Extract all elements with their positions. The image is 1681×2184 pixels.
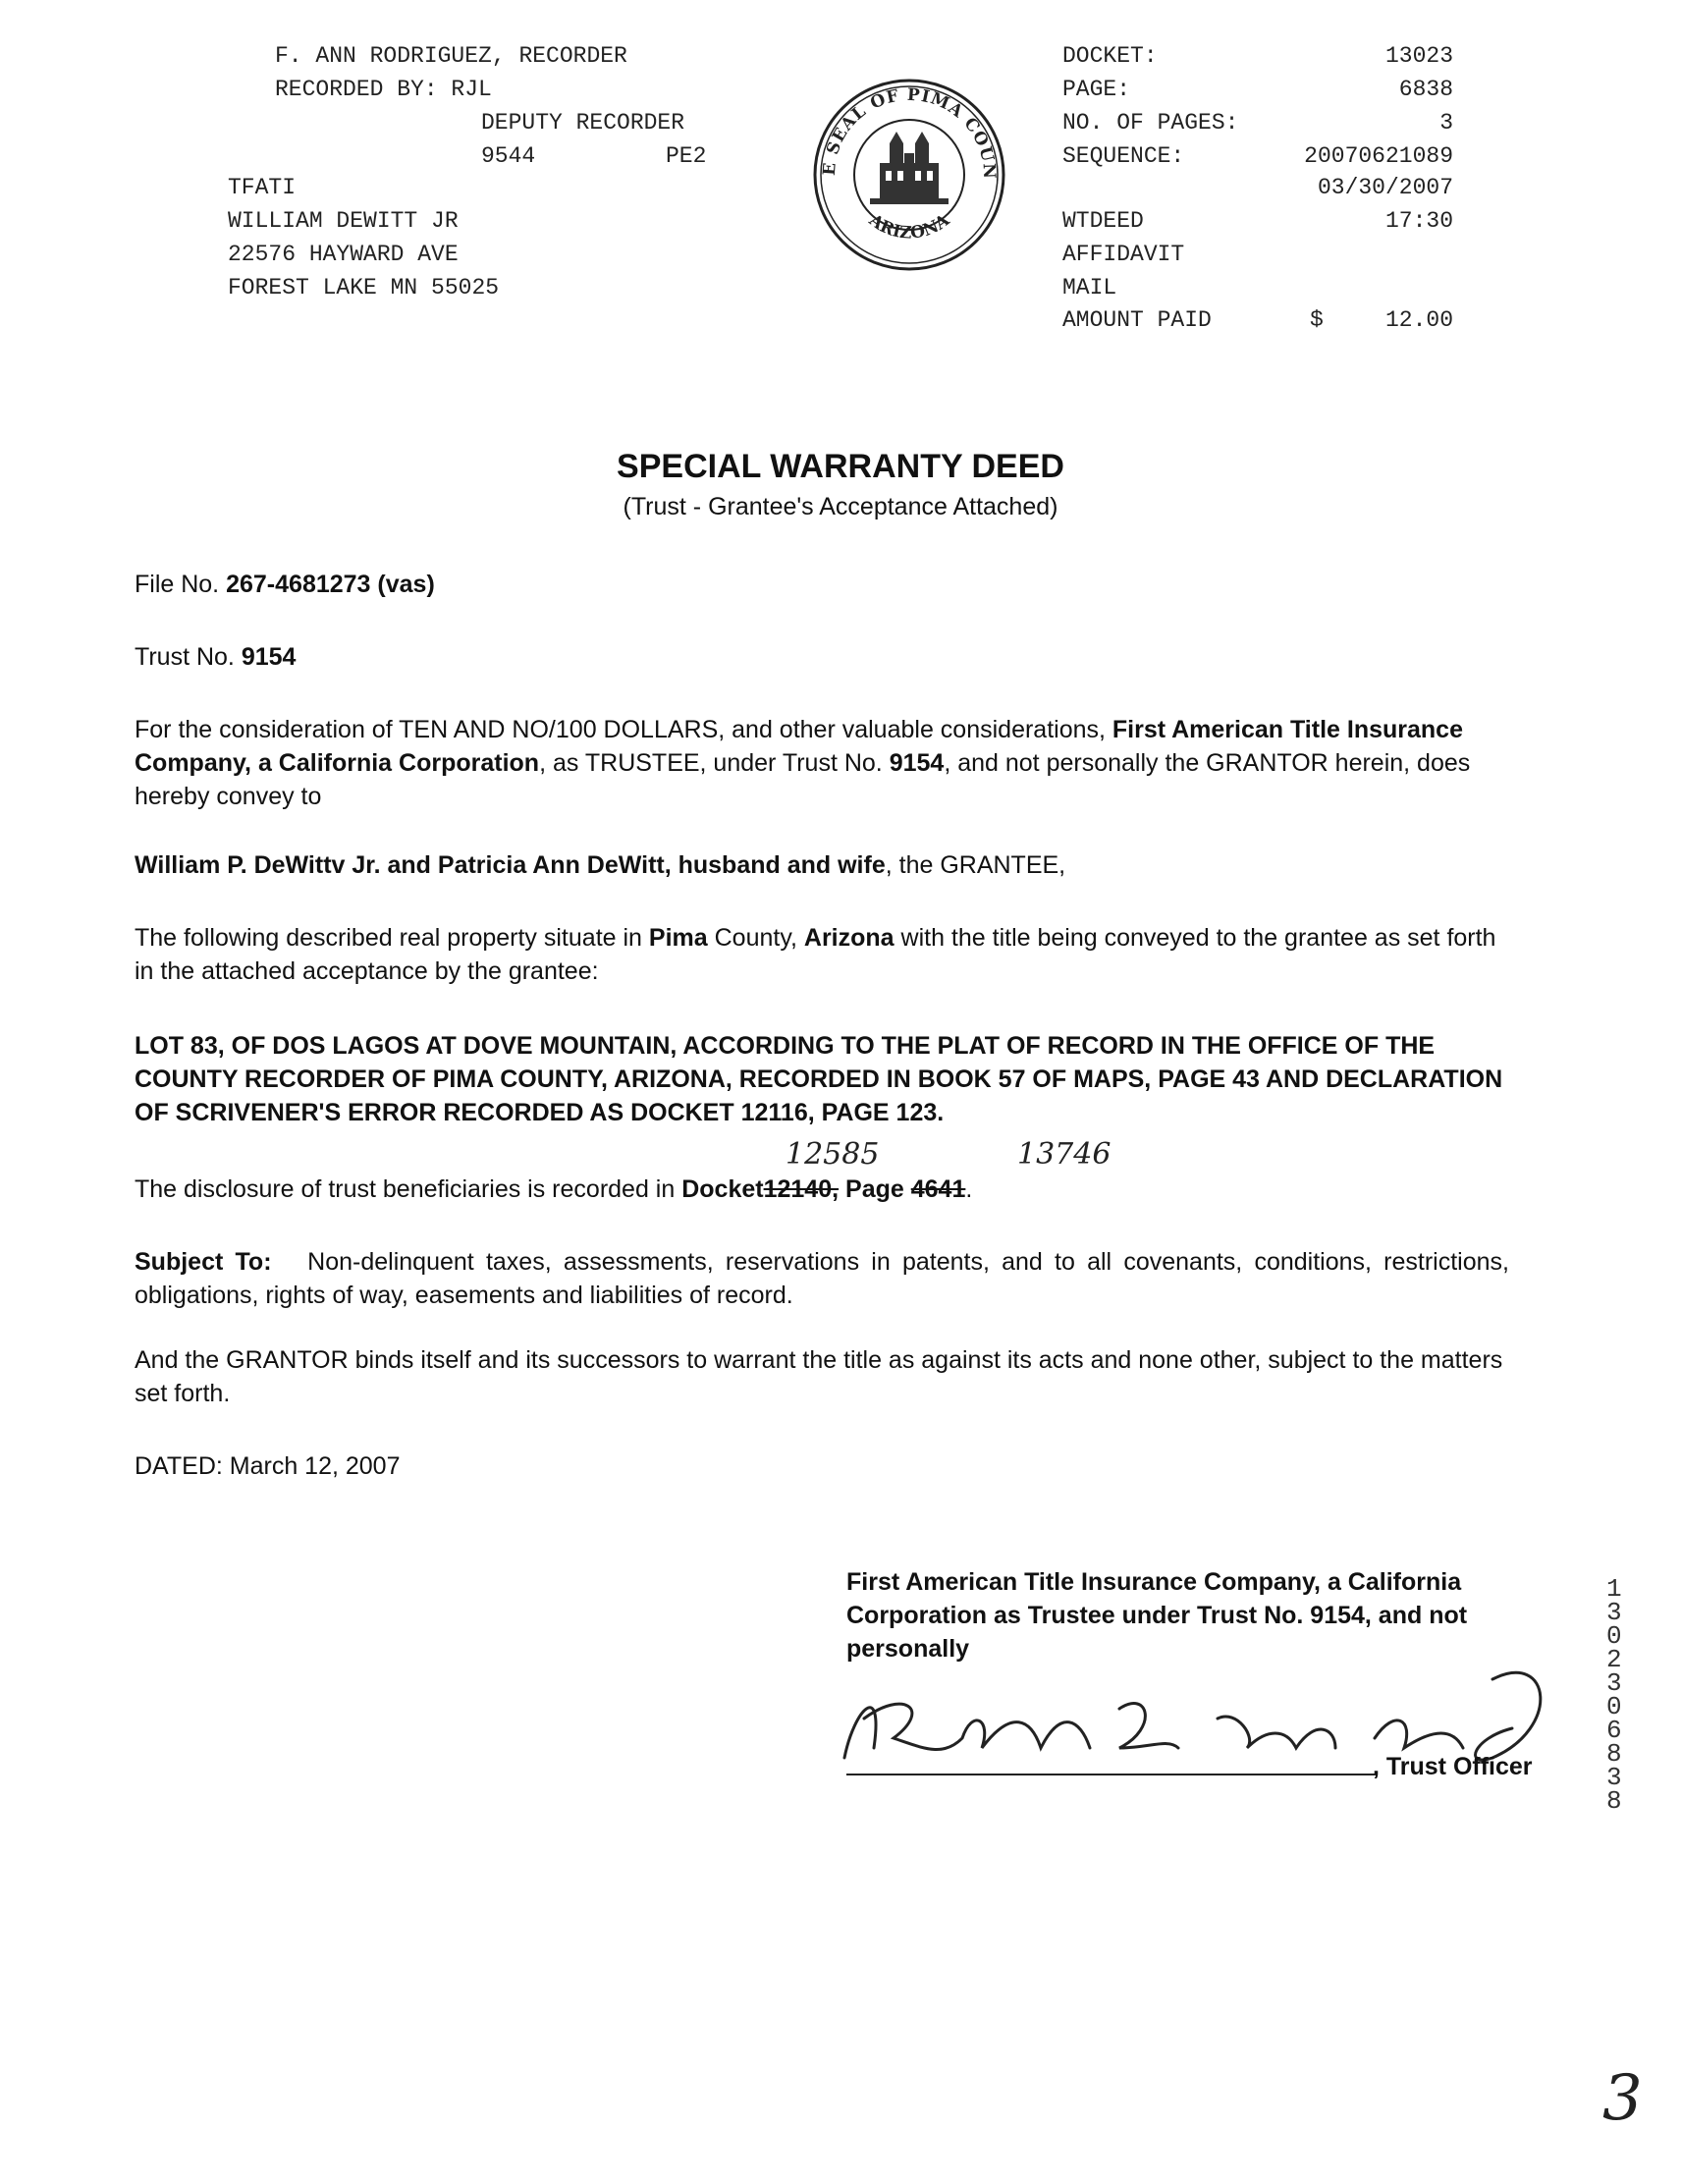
mail-to-line4: FOREST LAKE MN 55025 bbox=[228, 275, 500, 300]
county-name: Pima bbox=[648, 924, 708, 952]
trust-number-inline: 9154 bbox=[889, 749, 945, 777]
sequence-value: 20070621089 bbox=[1304, 143, 1453, 169]
docket-value: 13023 bbox=[1384, 43, 1453, 69]
pages-value: 3 bbox=[1439, 110, 1453, 136]
subject-to-label: Subject To: bbox=[135, 1248, 272, 1276]
struck-page: 4641 bbox=[910, 1175, 966, 1203]
property-text: The following described real property situate in bbox=[135, 924, 642, 952]
mail-to-line2: WILLIAM DEWITT JR bbox=[228, 208, 459, 234]
consideration-text-2: , as TRUSTEE, under Trust No. bbox=[539, 749, 883, 777]
svg-text:ARIZONA bbox=[864, 210, 953, 244]
grantee-role: , the GRANTEE, bbox=[885, 851, 1066, 879]
file-number-value: 267-4681273 (vas) bbox=[226, 571, 435, 598]
page-title: SPECIAL WARRANTY DEED bbox=[617, 448, 1064, 485]
consideration-paragraph bbox=[135, 713, 1509, 813]
subject-to-text: Non-delinquent taxes, assessments, reservations in patents, and to all covenants, conditions, restrictions, obligations, rights of way, easements and liabilities of record. bbox=[135, 1248, 1509, 1309]
handwritten-page: 13746 bbox=[1017, 1137, 1112, 1172]
legal-description: LOT 83, OF DOS LAGOS AT DOVE MOUNTAIN, ACCORDING TO THE PLAT OF RECORD IN THE OFFICE OF THE COUNTY RECORDER OF PIMA COUNTY, ARIZONA, RECORDED IN BOOK 57 OF MAPS, PAGE 43 AND DECLARATION OF SCRIVENER'S ERROR RECORDED AS DOCKET 12116, PAGE 123. bbox=[135, 1032, 1503, 1126]
disclosure-docket-label: Docket bbox=[681, 1175, 764, 1203]
warranty-paragraph: And the GRANTOR binds itself and its successors to warrant the title as against its acts and none other, subject to the matters set forth. bbox=[135, 1346, 1503, 1407]
margin-stamp: 13023 06838 bbox=[1606, 1574, 1622, 1816]
state-name: Arizona bbox=[803, 924, 895, 952]
seal-graphic bbox=[811, 77, 1007, 273]
amount-label: AMOUNT PAID bbox=[1062, 307, 1212, 333]
subject-to-paragraph bbox=[135, 1245, 1509, 1312]
handwritten-docket: 12585 bbox=[786, 1137, 880, 1172]
recorder-code: 9544 bbox=[481, 143, 536, 169]
signature-block: First American Title Insurance Company, a California Corporation as Trustee under Trust No. 9154, and not personally bbox=[846, 1568, 1468, 1663]
county-seal bbox=[811, 77, 1007, 273]
seal-bottom-text: ARIZONA bbox=[865, 210, 953, 244]
page-subtitle: (Trust - Grantee's Acceptance Attached) bbox=[623, 493, 1058, 520]
sequence-label: SEQUENCE: bbox=[1062, 143, 1185, 169]
trust-label: Trust No. bbox=[135, 643, 235, 671]
mail-to-line1: TFATI bbox=[228, 175, 297, 200]
recording-date: 03/30/2007 bbox=[1317, 175, 1453, 200]
file-label: File No. bbox=[135, 571, 220, 598]
file-number bbox=[135, 568, 435, 601]
property-text-3: with the title being conveyed to the grantee as set forth in the attached acceptance by the grantee: bbox=[135, 924, 1496, 985]
property-text-2: County, bbox=[714, 924, 797, 952]
recorder-name: F. ANN RODRIGUEZ, RECORDER bbox=[275, 43, 627, 69]
pages-label: NO. OF PAGES: bbox=[1062, 110, 1239, 136]
trust-number bbox=[135, 640, 296, 674]
signer-role: , Trust Officer bbox=[1373, 1753, 1533, 1780]
disclosure-page-label: Page bbox=[845, 1175, 904, 1203]
property-paragraph bbox=[135, 921, 1509, 988]
seal-top-text: E SEAL OF PIMA COUN bbox=[819, 84, 1000, 181]
trustee-name: First American Title Insurance Company, a California Corporation bbox=[135, 716, 1463, 777]
recorder-code-2: PE2 bbox=[666, 143, 707, 169]
disclosure-text: The disclosure of trust beneficiaries is recorded in bbox=[135, 1175, 676, 1203]
mail-flag: MAIL bbox=[1062, 275, 1117, 300]
page-label: PAGE: bbox=[1062, 77, 1131, 102]
trust-number-value: 9154 bbox=[241, 643, 297, 671]
currency-symbol: $ bbox=[1310, 307, 1324, 333]
affidavit-flag: AFFIDAVIT bbox=[1062, 242, 1185, 267]
grantee-names: William P. DeWittv Jr. and Patricia Ann DeWitt, husband and wife bbox=[135, 851, 886, 879]
grantee-paragraph bbox=[135, 848, 1509, 882]
struck-docket: 12140, bbox=[763, 1175, 840, 1203]
mail-to-line3: 22576 HAYWARD AVE bbox=[228, 242, 459, 267]
amount-value: 12.00 bbox=[1384, 307, 1453, 333]
recording-time: 17:30 bbox=[1384, 208, 1453, 234]
docket-label: DOCKET: bbox=[1062, 43, 1158, 69]
disclosure-line: The disclosure of trust beneficiaries is recorded in Docket12140, Page 4641. bbox=[135, 1175, 973, 1203]
page-value: 6838 bbox=[1398, 77, 1453, 102]
document-type: WTDEED bbox=[1062, 208, 1144, 234]
consideration-text-3: , and not personally the GRANTOR herein, does hereby convey to bbox=[135, 749, 1471, 810]
dated-line: DATED: March 12, 2007 bbox=[135, 1452, 401, 1480]
recorded-by: RECORDED BY: RJL bbox=[275, 77, 492, 102]
deputy-recorder: DEPUTY RECORDER bbox=[481, 110, 685, 136]
page-mark: 3 bbox=[1602, 2062, 1643, 2135]
signature-line bbox=[846, 1774, 1377, 1775]
consideration-text: For the consideration of TEN AND NO/100 DOLLARS, and other valuable considerations, bbox=[135, 716, 1106, 743]
